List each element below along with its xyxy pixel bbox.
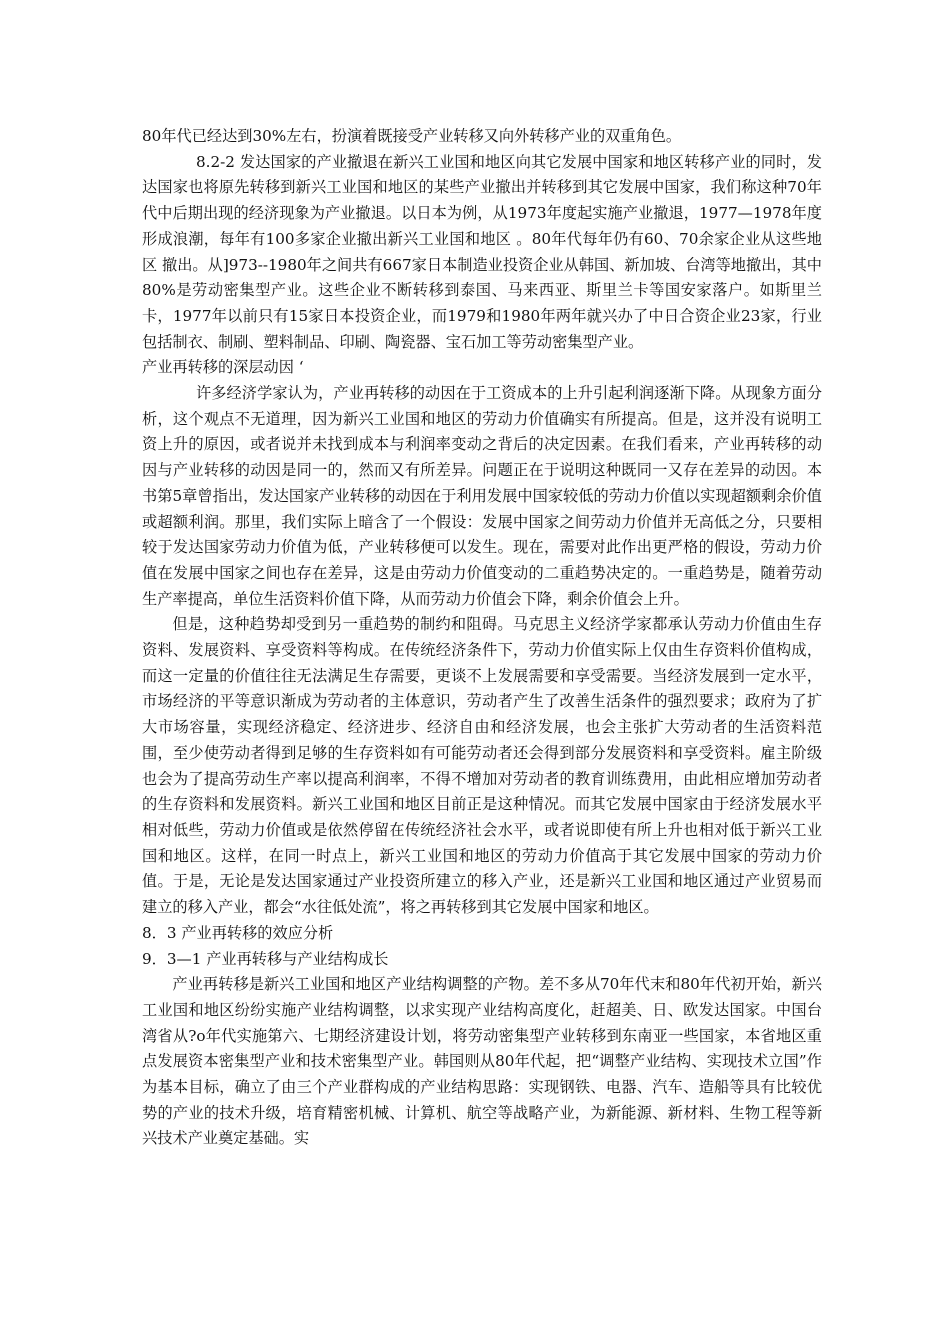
paragraph-industrial-withdrawal: 8.2-2 发达国家的产业撤退在新兴工业国和地区向其它发展中国家和地区转移产业的同时，发达国家也将原先转移到新兴工业国和地区的某些产业撤出并转移到其它发展中国家，我们称这种70年代中后期出现的经济现象为产业撤退。以日本为例，从1973年度起实施产业撤退，1977—1978年度形成浪潮，每年有100多家企业撤出新兴工业国和地区 。80年代每年仍有60、70余家企业从这些地区 撤出。从]973--1980年之间共有667家日本制造业投资企业从韩国、新加坡、台湾等地撤出，其中80%是劳动密集型产业。这些企业不断转移到泰国、马来西亚、斯里兰卡等国安家落户。如斯里兰卡，1977年以前只有15家日本投资企业，而1979和1980年两年就兴办了中日合资企业23家，行业包括制衣、制刷、塑料制品、印刷、陶瓷器、宝石加工等劳动密集型产业。: [142, 152, 822, 351]
document-body: [142, 124, 822, 1152]
paragraph-second-trend: 但是，这种趋势却受到另一重趋势的制约和阻碍。马克思主义经济学家都承认劳动力价值由生存资料、发展资料、享受资料等构成。在传统经济条件下，劳动力价值实际上仅由生存资料价值构成，而这一定量的价值往往无法满足生存需要，更谈不上发展需要和享受需要。当经济发展到一定水平，市场经济的平等意识渐成为劳动者的主体意识，劳动者产生了改善生活条件的强烈要求；政府为了扩大市场容量，实现经济稳定、经济进步、经济自由和经济发展，也会主张扩大劳动者的生活资料范围，至少使劳动者得到足够的生存资料如有可能劳动者还会得到部分发展资料和享受资料。雇主阶级也会为了提高劳动生产率以提高利润率，不得不增加对劳动者的教育训练费用，由此相应增加劳动者的生存资料和发展资料。新兴工业国和地区目前正是这种情况。而其它发展中国家由于经济发展水平相对低些，劳动力价值或是依然停留在传统经济社会水平，或者说即使有所上升也相对低于新兴工业国和地区。这样，在同一时点上，新兴工业国和地区的劳动力价值高于其它发展中国家的劳动力价值。于是，无论是发达国家通过产业投资所建立的移入产业，还是新兴工业国和地区通过产业贸易而建立的移入产业，都会“水往低处流”，将之再转移到其它发展中国家和地区。: [142, 615, 822, 917]
section-heading-8-3: 8．3 产业再转移的效应分析: [142, 923, 334, 942]
paragraph-economists-view: 许多经济学家认为，产业再转移的动因在于工资成本的上升引起利润逐渐下降。从现象方面分析，这个观点不无道理，因为新兴工业国和地区的劳动力价值确实有所提高。但是，这并没有说明工资上升的原因，或者说并未找到成本与利润率变动之背后的决定因素。在我们看来，产业再转移的动因与产业转移的动因是同一的，然而又有所差异。问题正在于说明这种既同一又存在差异的动因。本书第5章曾指出，发达国家产业转移的动因在于利用发展中国家较低的劳动力价值以实现超额剩余价值或超额利润。那里，我们实际上暗含了一个假设：发展中国家之间劳动力价值并无高低之分，只要相较于发达国家劳动力价值为低，产业转移便可以发生。现在，需要对此作出更严格的假设，劳动力价值在发展中国家之间也存在差异，这是由劳动力价值变动的二重趋势决定的。一重趋势是，随着劳动生产率提高，单位生活资料价值下降，从而劳动力价值会下降，剩余价值会上升。: [142, 384, 822, 608]
paragraph-structural-adjustment: 产业再转移是新兴工业国和地区产业结构调整的产物。差不多从70年代末和80年代初开始，新兴工业国和地区纷纷实施产业结构调整，以求实现产业结构高度化，赶超美、日、欧发达国家。中国台湾省从?o年代实施第六、七期经济建设计划，将劳动密集型产业转移到东南亚一些国家，本省地区重点发展资本密集型产业和技术密集型产业。韩国则从80年代起，把“调整产业结构、实现技术立国”作为基本目标，确立了由三个产业群构成的产业结构思路：实现钢铁、电器、汽车、造船等具有比较优势的产业的技术升级，培育精密机械、计算机、航空等战略产业，为新能源、新材料、生物工程等新兴技术产业奠定基础。实: [142, 975, 822, 1148]
section-heading-9-3-1: 9．3—1 产业再转移与产业结构成长: [142, 949, 389, 968]
paragraph-continuation: 80年代已经达到30%左右，扮演着既接受产业转移又向外转移产业的双重角色。: [142, 127, 682, 145]
section-heading-deep-causes: 产业再转移的深层动因 ‘: [142, 358, 304, 377]
